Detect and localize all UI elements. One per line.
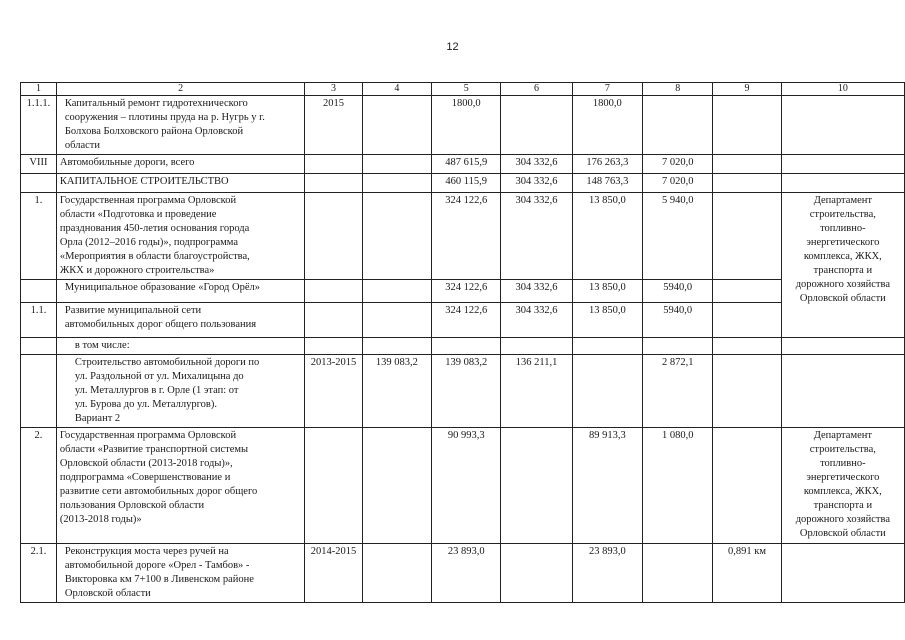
header-cell: 5 (432, 83, 501, 96)
value-cell (362, 280, 431, 303)
item-name: КАПИТАЛЬНОЕ СТРОИТЕЛЬСТВО (56, 174, 304, 193)
row-number: 2.1. (21, 544, 57, 603)
row-number: 1. (21, 193, 57, 280)
value-cell (572, 355, 642, 428)
period-cell (305, 338, 363, 355)
value-cell (713, 155, 781, 174)
value-cell: 324 122,6 (432, 193, 501, 280)
header-cell: 9 (713, 83, 781, 96)
value-cell (432, 338, 501, 355)
value-cell: 324 122,6 (432, 303, 501, 338)
value-cell (713, 303, 781, 338)
value-cell: 304 332,6 (501, 303, 572, 338)
item-name: Капитальный ремонт гидротехнического сооружения – плотины пруда на р. Нугрь у г. Болхова Болховского района Орловской области (56, 96, 304, 155)
value-cell: 2 872,1 (643, 355, 713, 428)
value-cell (362, 193, 431, 280)
period-cell (305, 174, 363, 193)
value-cell (713, 174, 781, 193)
value-cell (713, 428, 781, 544)
value-cell (572, 338, 642, 355)
department-cell (781, 96, 904, 155)
department-cell (781, 338, 904, 355)
value-cell: 304 332,6 (501, 193, 572, 280)
item-name: Муниципальное образование «Город Орёл» (56, 280, 304, 303)
row-number: 2. (21, 428, 57, 544)
row-number: 1.1.1. (21, 96, 57, 155)
value-cell (362, 303, 431, 338)
value-cell: 304 332,6 (501, 280, 572, 303)
table-row (21, 428, 905, 544)
department-cell (781, 155, 904, 174)
value-cell: 13 850,0 (572, 303, 642, 338)
table-row (21, 155, 905, 174)
table-row (21, 303, 905, 338)
period-cell (305, 280, 363, 303)
value-cell: 304 332,6 (501, 155, 572, 174)
header-cell: 1 (21, 83, 57, 96)
value-cell: 13 850,0 (572, 280, 642, 303)
period-cell (305, 303, 363, 338)
value-cell (501, 428, 572, 544)
table-row (21, 338, 905, 355)
value-cell (362, 544, 431, 603)
period-cell: 2015 (305, 96, 363, 155)
table-row (21, 544, 905, 603)
value-cell: 139 083,2 (432, 355, 501, 428)
department-cell (781, 174, 904, 193)
header-cell: 10 (781, 83, 904, 96)
row-number: 1.1. (21, 303, 57, 338)
value-cell (501, 544, 572, 603)
item-name: в том числе: (56, 338, 304, 355)
value-cell: 13 850,0 (572, 193, 642, 280)
row-number (21, 338, 57, 355)
value-cell: 1800,0 (432, 96, 501, 155)
department-cell (781, 544, 904, 603)
value-cell: 23 893,0 (432, 544, 501, 603)
value-cell (713, 96, 781, 155)
value-cell: 487 615,9 (432, 155, 501, 174)
header-cell: 6 (501, 83, 572, 96)
table-row (21, 174, 905, 193)
header-row (21, 83, 905, 96)
item-name: Строительство автомобильной дороги по ул. Раздольной от ул. Михалицына до ул. Металлургов в г. Орле (1 этап: от ул. Бурова до ул. Металлургов). Вариант 2 (56, 355, 304, 428)
responsible-department: Департамент строительства, топливно- энергетического комплекса, ЖКХ, транспорта и дорожного хозяйства Орловской области (781, 428, 904, 544)
value-cell: 176 263,3 (572, 155, 642, 174)
period-cell (305, 155, 363, 174)
value-cell: 1800,0 (572, 96, 642, 155)
header-cell: 2 (56, 83, 304, 96)
value-cell (713, 338, 781, 355)
value-cell (713, 280, 781, 303)
value-cell: 90 993,3 (432, 428, 501, 544)
table-row (21, 355, 905, 428)
row-number (21, 355, 57, 428)
value-cell (362, 174, 431, 193)
responsible-department: Департамент строительства, топливно- энергетического комплекса, ЖКХ, транспорта и дорожного хозяйства Орловской области (781, 193, 904, 338)
row-number: VIII (21, 155, 57, 174)
period-cell: 2014-2015 (305, 544, 363, 603)
value-cell: 460 115,9 (432, 174, 501, 193)
value-cell: 5 940,0 (643, 193, 713, 280)
value-cell: 5940,0 (643, 280, 713, 303)
value-cell (501, 96, 572, 155)
value-cell (643, 96, 713, 155)
value-cell (362, 96, 431, 155)
item-name: Государственная программа Орловской области «Развитие транспортной системы Орловской области (2013-2018 годы)», подпрограмма «Совершенствование и развитие сети автомобильных дорог общего пользования Орловской области (2013-2018 годы)» (56, 428, 304, 544)
table-row (21, 96, 905, 155)
department-cell (781, 355, 904, 428)
value-cell: 324 122,6 (432, 280, 501, 303)
item-name: Государственная программа Орловской области «Подготовка и проведение празднования 450-летия основания города Орла (2012–2016 годы)», подпрограмма «Мероприятия в области благоустройства, ЖКХ и дорожного строительства» (56, 193, 304, 280)
value-cell: 0,891 км (713, 544, 781, 603)
item-name: Реконструкция моста через ручей на автомобильной дороге «Орел - Тамбов» - Викторовка км 7+100 в Ливенском районе Орловской области (56, 544, 304, 603)
period-cell: 2013-2015 (305, 355, 363, 428)
value-cell (643, 544, 713, 603)
value-cell (362, 428, 431, 544)
value-cell: 23 893,0 (572, 544, 642, 603)
value-cell: 7 020,0 (643, 174, 713, 193)
period-cell (305, 193, 363, 280)
value-cell (643, 338, 713, 355)
value-cell (362, 338, 431, 355)
value-cell: 148 763,3 (572, 174, 642, 193)
value-cell: 5940,0 (643, 303, 713, 338)
value-cell (713, 193, 781, 280)
value-cell: 7 020,0 (643, 155, 713, 174)
item-name: Развитие муниципальной сети автомобильных дорог общего пользования (56, 303, 304, 338)
header-cell: 8 (643, 83, 713, 96)
value-cell (713, 355, 781, 428)
row-number (21, 174, 57, 193)
value-cell: 304 332,6 (501, 174, 572, 193)
value-cell: 136 211,1 (501, 355, 572, 428)
header-cell: 4 (362, 83, 431, 96)
period-cell (305, 428, 363, 544)
budget-table (20, 82, 905, 603)
value-cell (501, 338, 572, 355)
page-number: 12 (446, 41, 459, 53)
value-cell: 139 083,2 (362, 355, 431, 428)
table-row (21, 193, 905, 280)
value-cell (362, 155, 431, 174)
item-name: Автомобильные дороги, всего (56, 155, 304, 174)
row-number (21, 280, 57, 303)
value-cell: 89 913,3 (572, 428, 642, 544)
header-cell: 3 (305, 83, 363, 96)
value-cell: 1 080,0 (643, 428, 713, 544)
header-cell: 7 (572, 83, 642, 96)
table-row (21, 280, 905, 303)
